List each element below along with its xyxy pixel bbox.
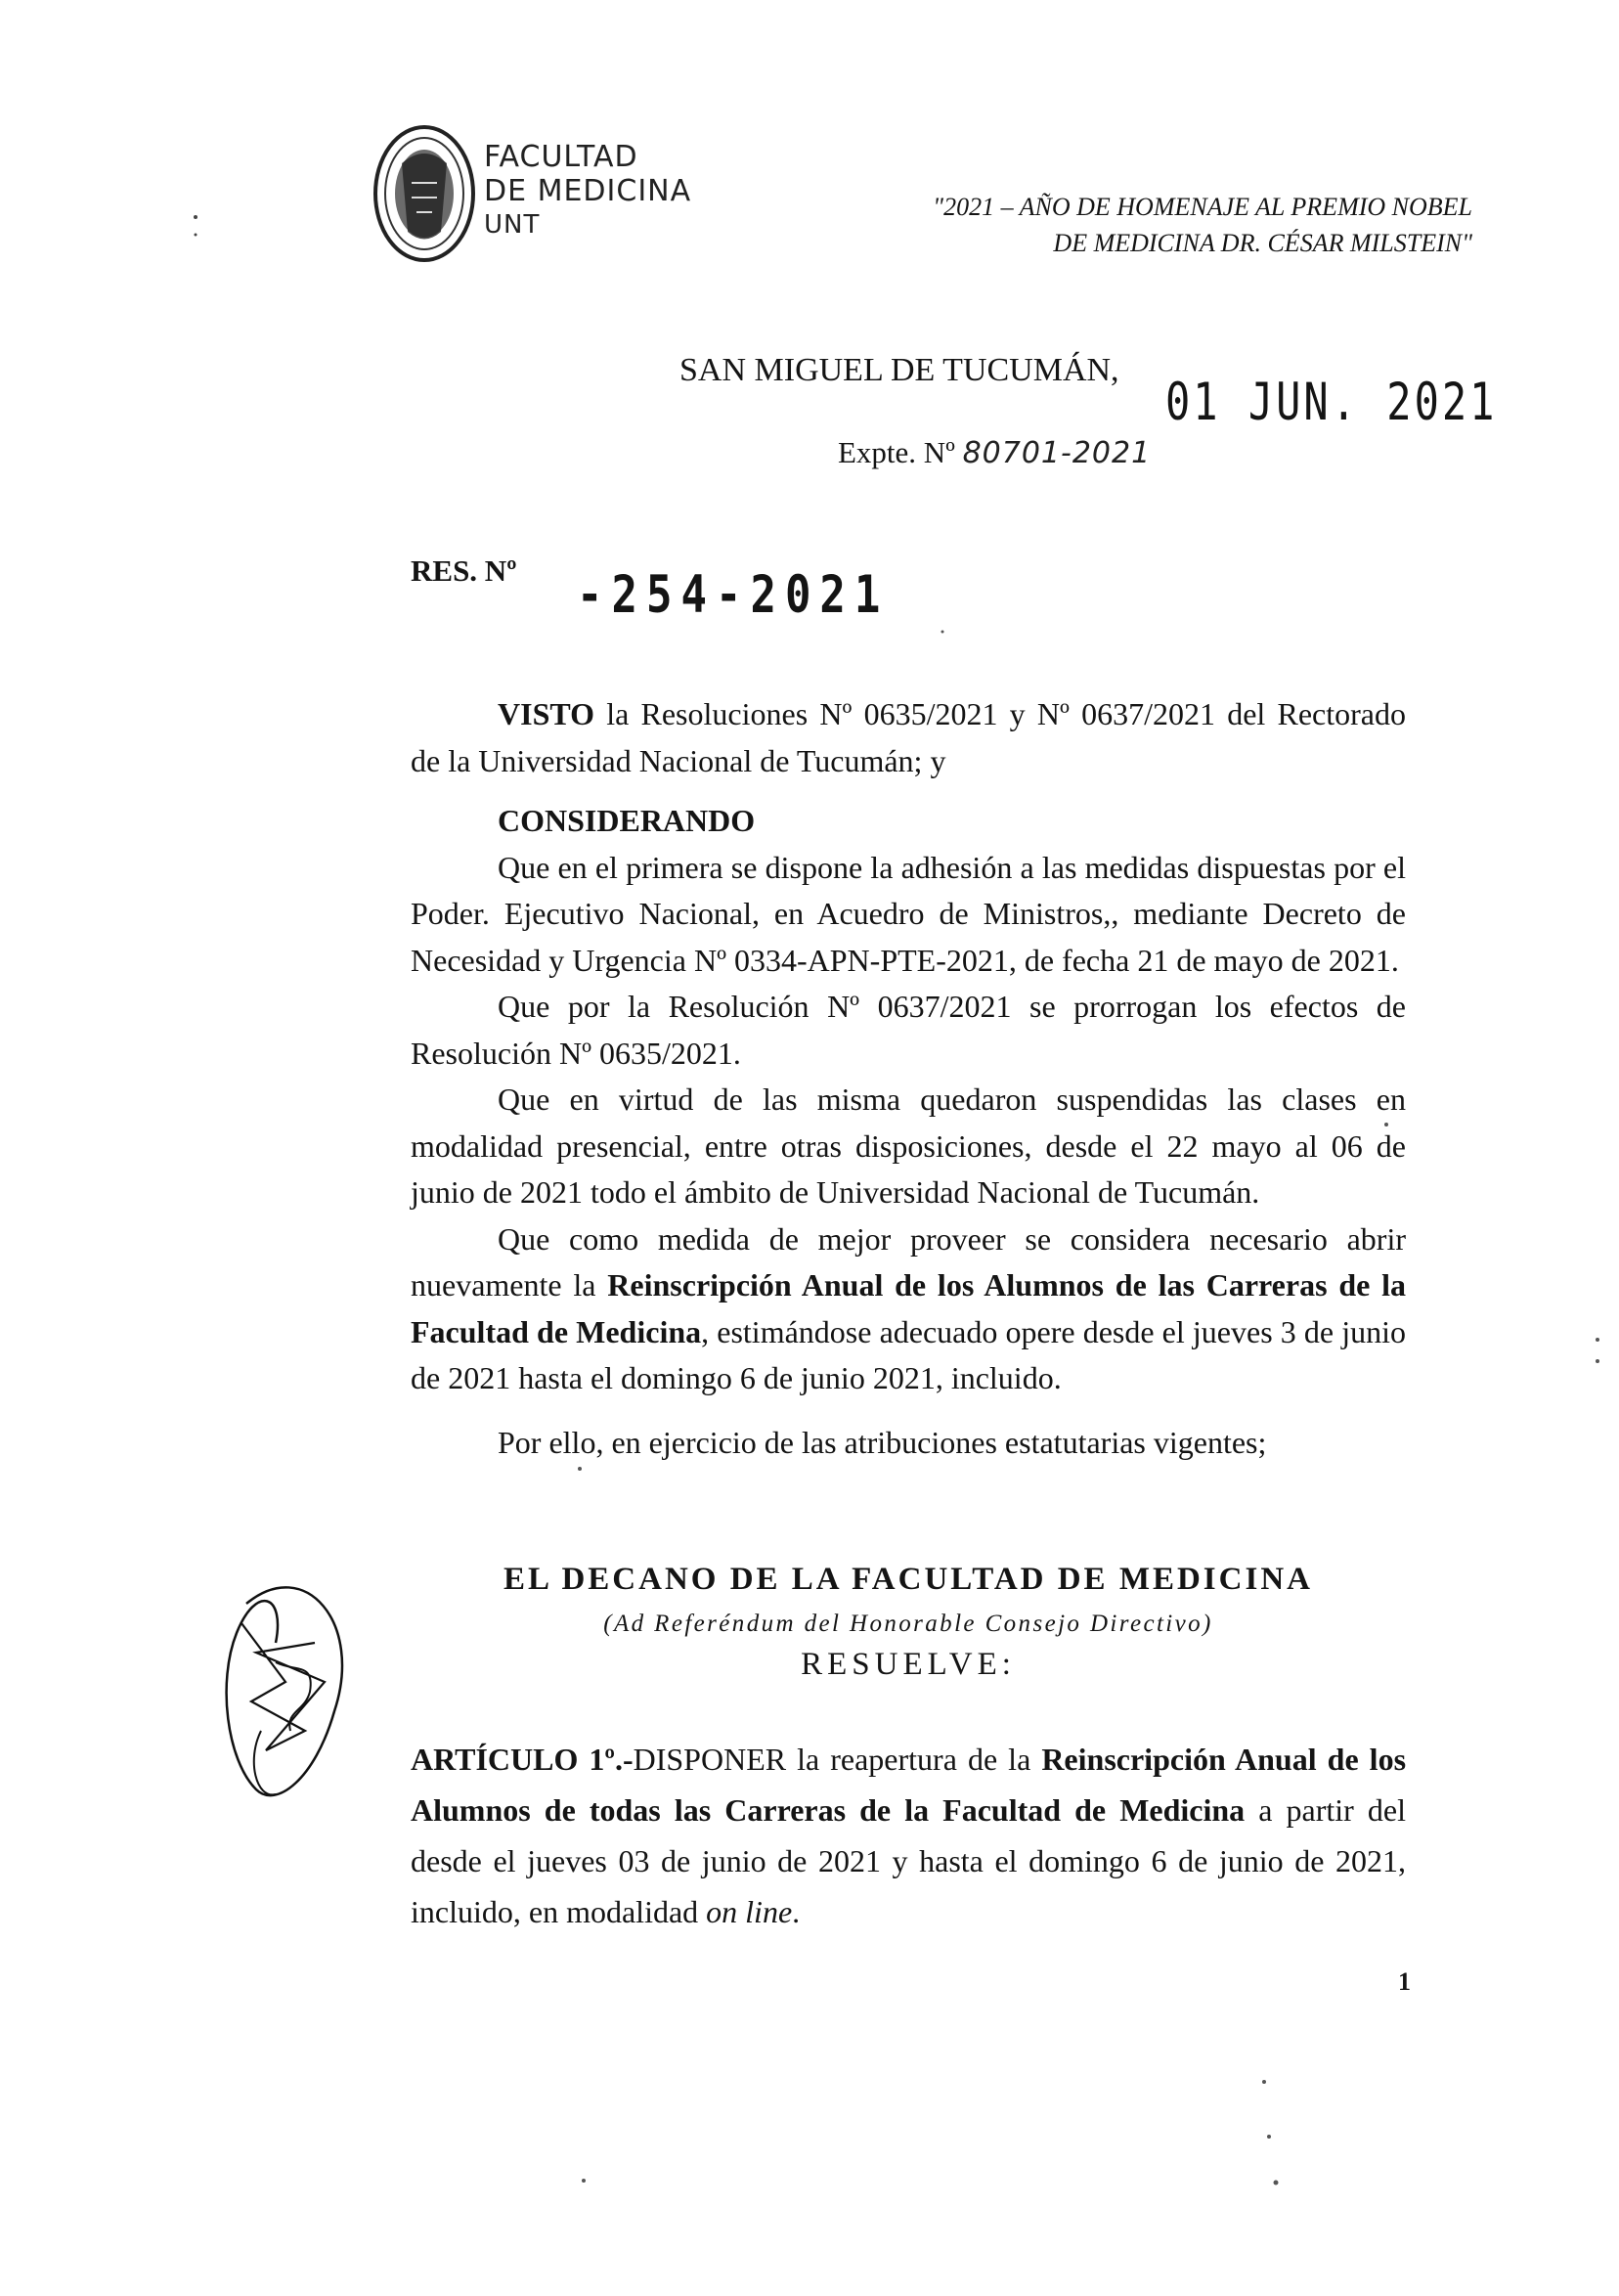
articulo-1-text-b: a partir del desde el jueves 03 de junio de 2021 y hasta el domingo 6 de junio de 2021, incluido, en modalidad — [411, 1792, 1407, 1929]
motto-line-1: "2021 – AÑO DE HOMENAJE AL PREMIO NOBEL — [933, 193, 1472, 221]
institution-line-2: DE MEDICINA — [484, 174, 692, 208]
decano-heading: EL DECANO DE LA FACULTAD DE MEDICINA — [503, 1562, 1313, 1597]
considerando-paragraph-2: Que por la Resolución Nº 0637/2021 se prorrogan los efectos de Resolución Nº 0635/2021. — [411, 989, 1406, 1071]
articulo-1-text-a: DISPONER la reapertura de la — [633, 1742, 1042, 1777]
place-label: SAN MIGUEL DE TUCUMÁN, — [679, 352, 1119, 388]
ad-referendum-note: (Ad Referéndum del Honorable Consejo Directivo) — [603, 1611, 1213, 1637]
university-seal-logo — [372, 124, 476, 264]
visto-text: la Resoluciones Nº 0635/2021 y Nº 0637/2021 del Rectorado de la Universidad Nacional de Tucumán; y — [411, 696, 1406, 778]
resuelve-heading: RESUELVE: — [801, 1647, 1016, 1682]
articulo-1-text-c: . — [792, 1894, 801, 1929]
articulo-1-label: ARTÍCULO 1º.- — [411, 1742, 634, 1777]
articulo-1-bold: Reinscripción Anual de los Alumnos de todas las Carreras de la Facultad de Medicina — [411, 1742, 1407, 1828]
document-body — [411, 691, 1406, 1466]
expte-label: Expte. Nº — [838, 435, 955, 469]
expte-handwritten-number: 80701-2021 — [962, 436, 1152, 470]
resolution-number: -254-2021 — [577, 565, 890, 626]
considerando-heading: CONSIDERANDO — [498, 803, 756, 838]
visto-paragraph — [411, 691, 1406, 784]
considerando-paragraph-3: Que en virtud de las misma quedaron suspendidas las clases en modalidad presencial, entre otras disposiciones, desde el 22 mayo al 06 de junio de 2021 todo el ámbito de Universidad Nacional de Tucumán. — [411, 1082, 1406, 1210]
expediente-line — [838, 435, 1151, 470]
considerando-paragraph-4 — [411, 1216, 1406, 1402]
considerando-paragraph-1: Que en el primera se dispone la adhesión a las medidas dispuestas por el Poder. Ejecutivo Nacional, en Acuedro de Ministros,, mediante Decreto de Necesidad y Urgencia Nº 0334-APN-PTE-2021, de fecha 21 de mayo de 2021. — [411, 849, 1406, 978]
visto-label: VISTO — [498, 696, 595, 731]
p4-bold: Reinscripción Anual de los Alumnos de las Carreras de la Facultad de Medicina — [411, 1267, 1407, 1349]
articulo-1-paragraph — [411, 1734, 1406, 1937]
date-stamp: 01 JUN. 2021 — [1165, 372, 1498, 432]
por-ello-paragraph: Por ello, en ejercicio de las atribuciones estatutarias vigentes; — [498, 1424, 1267, 1460]
institution-name — [484, 140, 691, 243]
resolution-label: RES. Nº — [411, 553, 517, 588]
year-motto — [768, 189, 1472, 261]
handwritten-signature — [217, 1565, 364, 1819]
articulo-1-italic: on line — [706, 1894, 793, 1929]
page-number: 1 — [1398, 1967, 1411, 1996]
institution-line-3: UNT — [484, 210, 541, 240]
institution-line-1: FACULTAD — [484, 140, 638, 174]
motto-line-2: DE MEDICINA DR. CÉSAR MILSTEIN" — [1053, 229, 1472, 257]
articulo-1 — [411, 1734, 1406, 1937]
p4-text-a: Que como medida de mejor proveer se considera necesario abrir nuevamente la — [411, 1220, 1406, 1303]
p4-text-b: , estimándose adecuado opere desde el jueves 3 de junio de 2021 hasta el domingo 6 de junio 2021, incluido. — [411, 1313, 1406, 1395]
